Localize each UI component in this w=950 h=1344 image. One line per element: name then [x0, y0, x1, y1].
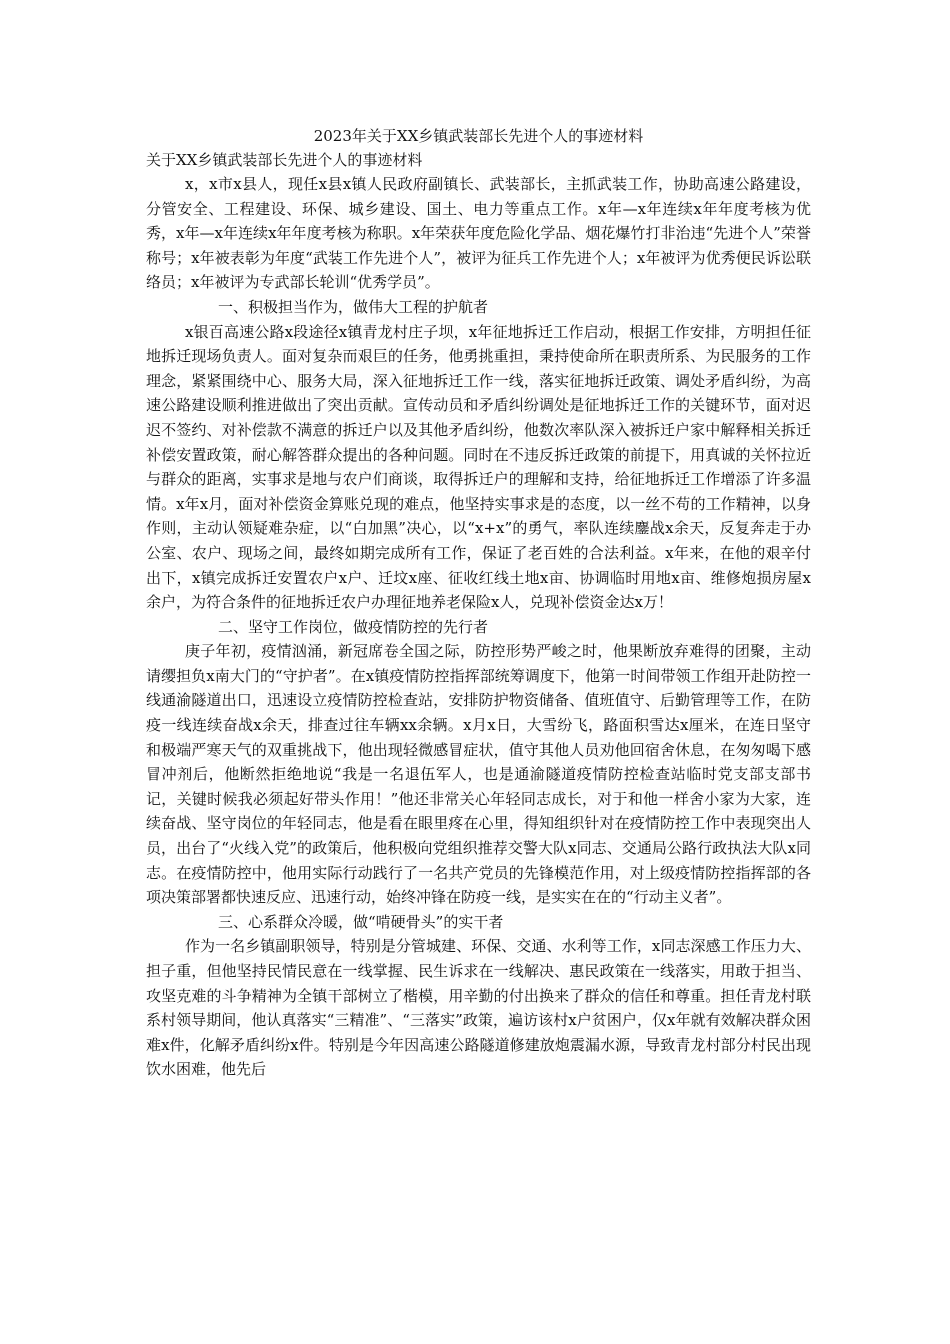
section-body-2: 庚子年初，疫情汹涌，新冠席卷全国之际，防控形势严峻之时，他果断放弃难得的团聚，主动请缨担负x南大门的“守护者”。在x镇疫情防控指挥部统筹调度下，他第一时间带领工作组开赴防控一线通渝隧道出口，迅速设立疫情防控检查站，安排防护物资储备、值班值守、后勤管理等工作，在防疫一线连续奋战x余天，排查过往车辆xx余辆。x月x日，大雪纷飞，路面积雪达x厘米，在连日坚守和极端严寒天气的双重挑战下，他出现轻微感冒症状，值守其他人员劝他回宿舍休息，在匆匆喝下感冒冲剂后，他断然拒绝地说“我是一名退伍军人，也是通渝隧道疫情防控检查站临时党支部支部书记，关键时候我必须起好带头作用！”他还非常关心年轻同志成长，对于和他一样舍小家为大家，连续奋战、坚守岗位的年轻同志，他是看在眼里疼在心里，得知组织针对在疫情防控工作中表现突出人员，出台了“火线入党”的政策后，他积极向党组织推荐交警大队x同志、交通局公路行政执法大队x同志。在疫情防控中，他用实际行动践行了一名共产党员的先锋模范作用，对上级疫情防控指挥部的各项决策部署都快速反应、迅速行动，始终冲锋在防疫一线，是实实在在的“行动主义者”。	[146, 642, 811, 907]
document-page	[146, 124, 811, 1082]
section-body-1: x银百高速公路x段途径x镇青龙村庄子坝，x年征地拆迁工作启动，根据工作安排，方明担任征地拆迁现场负责人。面对复杂而艰巨的任务，他勇挑重担，秉持使命所在职责所系、为民服务的工作理念，紧紧围绕中心、服务大局，深入征地拆迁工作一线，落实征地拆迁政策、调处矛盾纠纷，为高速公路建设顺利推进做出了突出贡献。宣传动员和矛盾纠纷调处是征地拆迁工作的关键环节，面对迟迟不签约、对补偿款不满意的拆迁户以及其他矛盾纠纷，他数次率队深入被拆迁户家中解释相关拆迁补偿安置政策，耐心解答群众提出的各种问题。同时在不违反拆迁政策的前提下，用真诚的关怀拉近与群众的距离，实事求是地与农户们商谈，取得拆迁户的理解和支持，给征地拆迁工作增添了许多温情。x年x月，面对补偿资金算账兑现的难点，他坚持实事求是的态度，以一丝不苟的工作精神，以身作则，主动认领疑难杂症，以“白加黑”决心，以“x+x”的勇气，率队连续鏖战x余天，反复奔走于办公室、农户、现场之间，最终如期完成所有工作，保证了老百姓的合法利益。x年来，在他的艰辛付出下，x镇完成拆迁安置农户x户、迁坟x座、征收红线土地x亩、协调临时用地x亩、维修炮损房屋x余户，为符合条件的征地拆迁农户办理征地养老保险x人，兑现补偿资金达x万！	[146, 322, 811, 612]
intro-paragraph: x，x市x县人，现任x县x镇人民政府副镇长、武装部长，主抓武装工作，协助高速公路建设，分管安全、工程建设、环保、城乡建设、国土、电力等重点工作。x年—x年连续x年年度考核为优秀，x年—x年连续x年年度考核为称职。x年荣获年度危险化学品、烟花爆竹打非治违“先进个人”荣誉称号；x年被表彰为年度“武装工作先进个人”，被评为征兵工作先进个人；x年被评为优秀便民诉讼联络员；x年被评为专武部长轮训“优秀学员”。	[146, 175, 811, 292]
section-heading-3: 三、心系群众冷暖，做“啃硬骨头”的实干者	[218, 912, 504, 931]
section-heading-2: 二、坚守工作岗位，做疫情防控的先行者	[218, 617, 489, 636]
section-heading-1: 一、积极担当作为，做伟大工程的护航者	[218, 297, 489, 316]
document-subtitle: 关于XX乡镇武装部长先进个人的事迹材料	[146, 151, 423, 169]
section-body-3: 作为一名乡镇副职领导，特别是分管城建、环保、交通、水利等工作，x同志深感工作压力大、担子重，但他坚持民情民意在一线掌握、民生诉求在一线解决、惠民政策在一线落实，用敢于担当、攻坚克难的斗争精神为全镇干部树立了楷模，用辛勤的付出换来了群众的信任和尊重。担任青龙村联系村领导期间，他认真落实“三精准”、“三落实”政策，遍访该村x户贫困户，仅x年就有效解决群众困难x件，化解矛盾纠纷x件。特别是今年因高速公路隧道修建放炮震漏水源，导致青龙村部分村民出现饮水困难，他先后	[146, 937, 811, 1079]
document-title: 2023年关于XX乡镇武装部长先进个人的事迹材料	[313, 127, 644, 145]
